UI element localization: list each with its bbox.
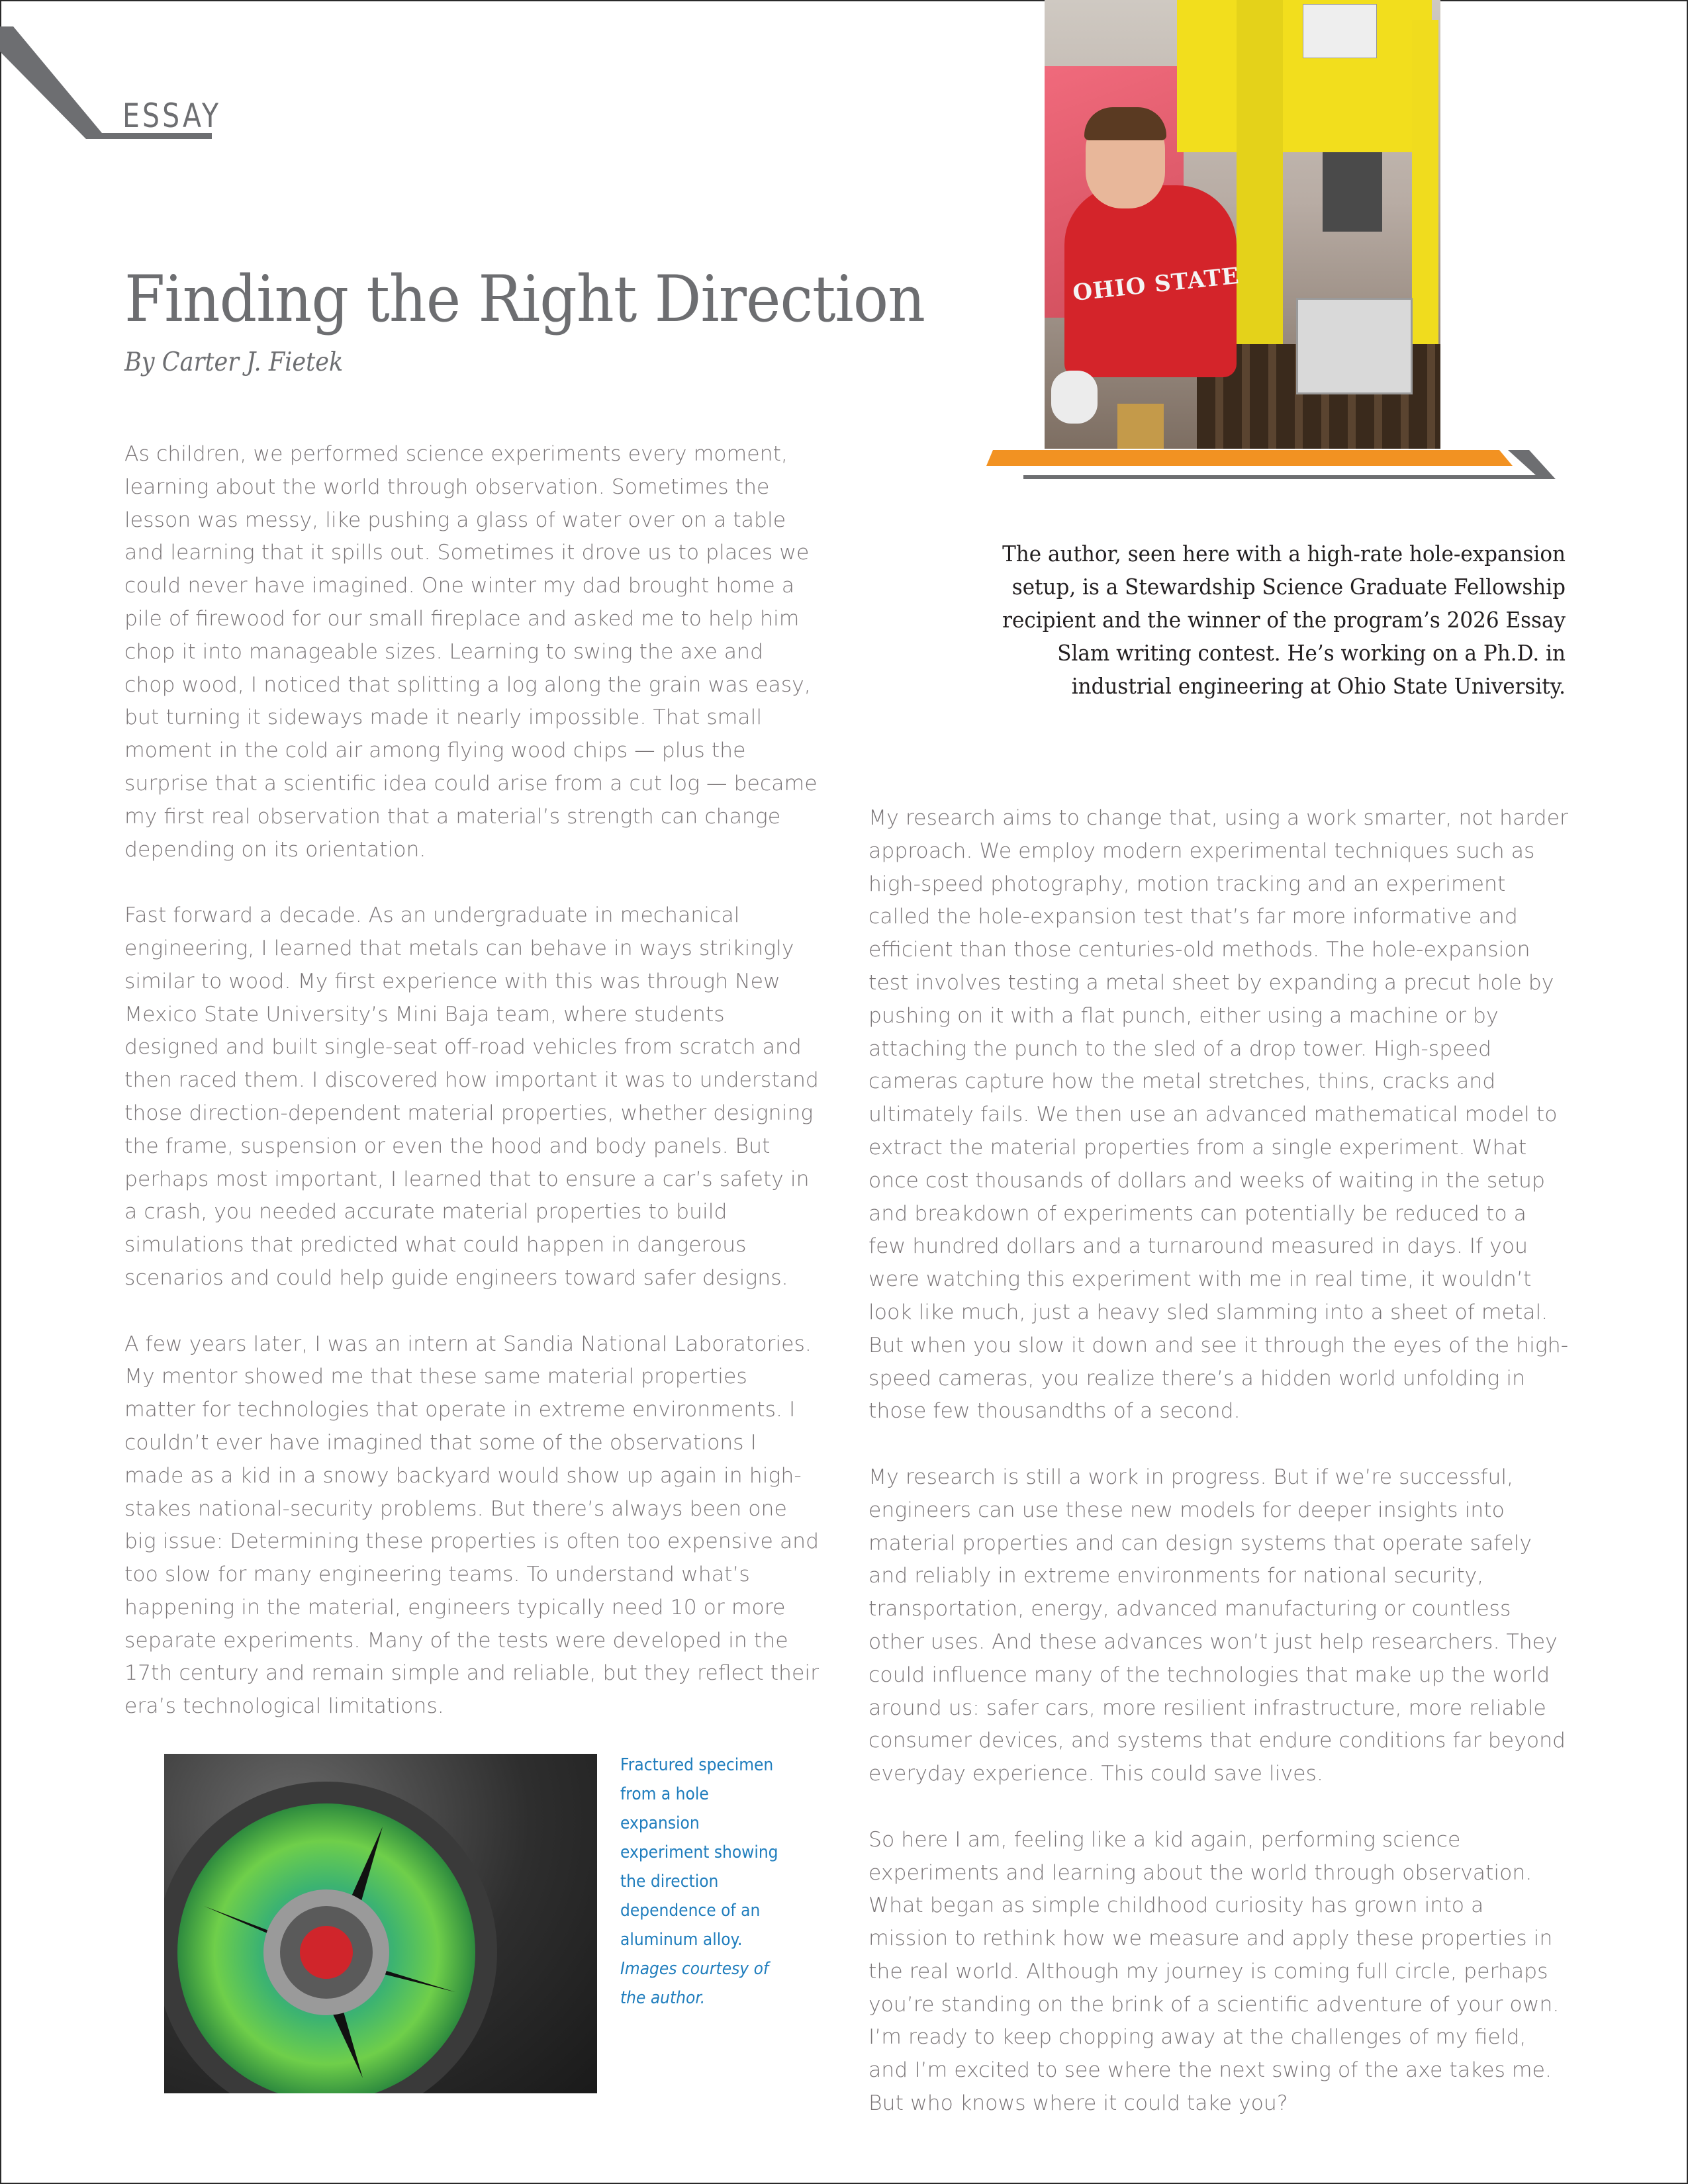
image-credit: Images courtesy of the author.	[620, 1959, 769, 2008]
byline: By Carter J. Fietek	[124, 347, 344, 377]
page-title: Finding the Right Direction	[124, 262, 925, 336]
photo-accent-bars	[986, 445, 1582, 491]
orange-accent-bar	[986, 450, 1513, 466]
specimen-graphic	[164, 1754, 597, 2093]
paragraph: Fast forward a decade. As an undergraduate in mechanical engineering, I learned that metals can behave in ways strikingly similar to wood. My first experience with this was through New Mexico State University’s Mini Baja team, where students designed and built single-seat off-road vehicles from scratch and then raced them. I discovered how important it was to understand those direction-dependent material properties, whether designing the frame, suspension or even the hood and body panels. But perhaps most important, I learned that to ensure a car’s safety in a crash, you needed accurate material properties to build simulations that predicted what could happen in dangerous scenarios and could help guide engineers toward safer designs.	[124, 903, 819, 1290]
specimen-caption	[620, 1751, 781, 2013]
section-label: ESSAY	[122, 97, 222, 135]
fractured-specimen-image	[164, 1754, 597, 2093]
author-photo	[1045, 0, 1440, 449]
shirt-text: OHIO STATE	[1071, 262, 1241, 307]
paragraph: My research aims to change that, using a work smarter, not harder approach. We employ modern experimental techniques such as high-speed photography, motion tracking and an experiment called the hole-expansion test that’s far more informative and efficient than those centuries-old methods. The hole-expansion test involves testing a metal sheet by expanding a precut hole by pushing on it with a flat punch, either using a machine or by attaching the punch to the sled of a drop tower. High-speed cameras capture how the metal stretches, thins, cracks and ultimately fails. We then use an advanced mathematical model to extract the material properties from a single experiment. What once cost thousands of dollars and weeks of waiting in the setup and breakdown of experiments can potentially be reduced to a few hundred dollars and a turnaround measured in days. If you were watching this experiment with me in real time, it wouldn’t look like much, just a heavy sled slamming into a sheet of metal. But when you slow it down and see it through the eyes of the high-speed cameras, you realize there’s a hidden world unfolding in those few thousandths of a second.	[868, 806, 1569, 1424]
author-photo-caption: The author, seen here with a high-rate hole-expansion setup, is a Stewardship Science Graduate Fellowship recipient and the winner of the program’s 2026 Essay Slam writing contest. He’s working on a Ph.D. in industrial engineering at Ohio State University.	[1002, 541, 1566, 699]
article-column-right	[868, 802, 1569, 2154]
paragraph: So here I am, feeling like a kid again, performing science experiments and learning about the world through observation. What began as simple childhood curiosity has grown into a mission to rethink how we measure and apply these properties in the real world. Although my journey is coming full circle, perhaps you’re standing on the brink of a scientific adventure of your own. I’m ready to keep chopping away at the challenges of my field, and I’m excited to see where the next swing of the axe takes me. But who knows where it could take you?	[868, 1827, 1560, 2116]
paragraph: As children, we performed science experiments every moment, learning about the world through observation. Sometimes the lesson was messy, like pushing a glass of water over on a table and learning that it spills out. Sometimes it drove us to places we could never have imagined. One winter my dad brought home a pile of firewood for our small fireplace and asked me to help him chop it into manageable sizes. Learning to swing the axe and chop wood, I noticed that splitting a log along the grain was easy, but turning it sideways made it nearly impossible. That small moment in the cold air among flying wood chips — plus the surprise that a scientific idea could arise from a cut log — became my first real observation that a material’s strength can change depending on its orientation.	[124, 442, 818, 862]
specimen-caption-text: Fractured specimen from a hole expansion experiment showing the direction dependence of an aluminum alloy.	[620, 1755, 778, 1950]
paragraph: A few years later, I was an intern at Sandia National Laboratories. My mentor showed me that these same material properties matter for technologies that operate in extreme environments. I couldn’t ever have imagined that some of the observations I made as a kid in a snowy backyard would show up again in high-stakes national-security problems. But there’s always been one big issue: Determining these properties is often too expensive and too slow for many engineering teams. To understand what’s happening in the material, engineers typically need 10 or more separate experiments. Many of the tests were developed in the 17th century and remain simple and reliable, but they reflect their era’s technological limitations.	[124, 1332, 820, 1719]
article-column-left	[124, 438, 820, 1756]
paragraph: My research is still a work in progress. But if we’re successful, engineers can use these new models for deeper insights into material properties and can design systems that operate safely and reliably in extreme environments for national security, transportation, energy, advanced manufacturing or countless other uses. And these advances won’t just help researchers. They could influence many of the technologies that make up the world around us: safer cars, more resilient infrastructure, more reliable consumer devices, and systems that endure conditions far beyond everyday experience. This could save lives.	[868, 1465, 1566, 1786]
